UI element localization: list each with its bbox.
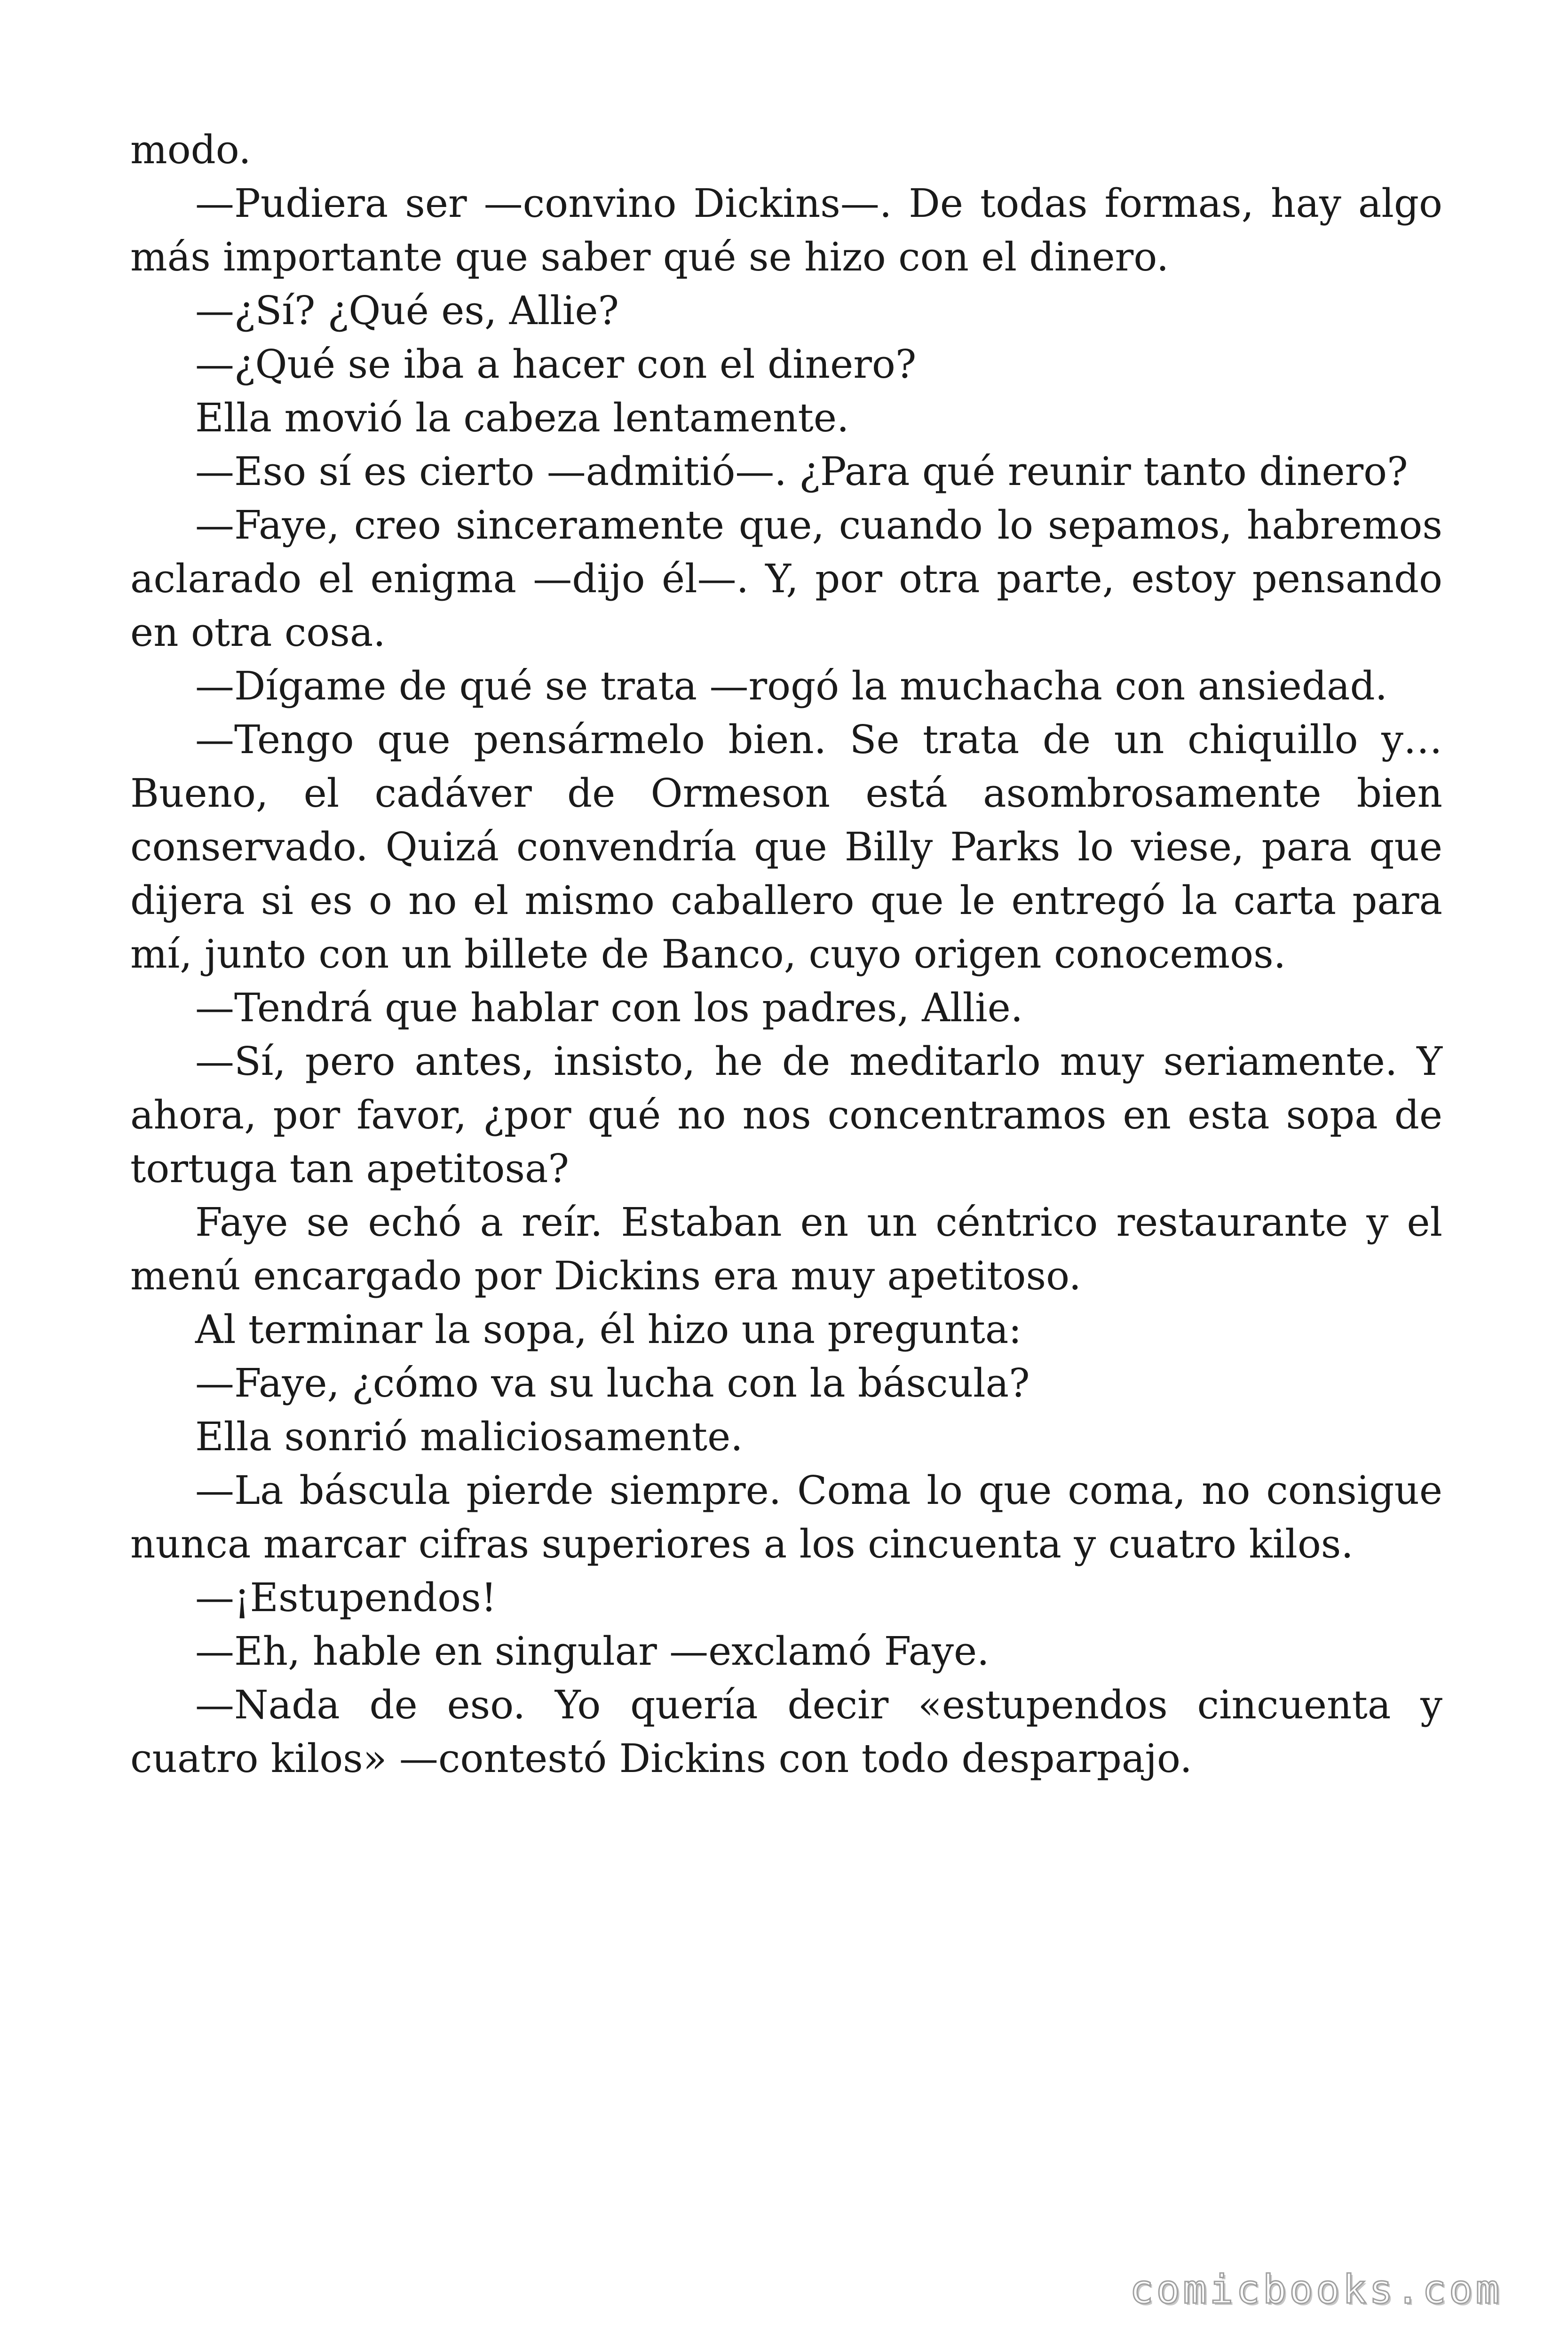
paragraph: —¡Estupendos! — [195, 1575, 497, 1621]
paragraph: —¿Sí? ¿Qué es, Allie? — [195, 288, 619, 334]
paragraph: Faye se echó a reír. Estaban en un céntrico restaurante y el menú encargado por Dickins era muy apetitoso. — [130, 1200, 1442, 1299]
paragraph: —Tendrá que hablar con los padres, Allie. — [195, 985, 1023, 1031]
paragraph: —Tengo que pensármelo bien. Se trata de un chiquillo y… Bueno, el cadáver de Ormeson está asombrosamente bien conservado. Quizá convendría que Billy Parks lo viese, para que dijera si es o no el mismo caballero que le entregó la carta para mí, junto con un billete de Banco, cuyo origen conocemos. — [130, 717, 1442, 977]
paragraph: —Eso sí es cierto —admitió—. ¿Para qué reunir tanto dinero? — [195, 449, 1408, 494]
paragraph: —Eh, hable en singular —exclamó Faye. — [195, 1629, 990, 1674]
paragraph: —¿Qué se iba a hacer con el dinero? — [195, 342, 917, 387]
paragraph: Al terminar la sopa, él hizo una pregunta: — [195, 1307, 1022, 1352]
paragraph: —Faye, ¿cómo va su lucha con la báscula? — [195, 1360, 1030, 1406]
paragraph: —Sí, pero antes, insisto, he de meditarlo muy seriamente. Y ahora, por favor, ¿por qué no nos concentramos en esta sopa de tortuga tan apetitosa? — [130, 1039, 1442, 1192]
paragraph: —Faye, creo sinceramente que, cuando lo sepamos, habremos aclarado el enigma —dijo él—. Y, por otra parte, estoy pensando en otra cosa. — [130, 502, 1442, 655]
paragraph: Ella sonrió maliciosamente. — [195, 1414, 743, 1460]
watermark: comicbooks.com — [1129, 2266, 1502, 2312]
paragraph: —Dígame de qué se trata —rogó la muchacha con ansiedad. — [195, 663, 1388, 709]
paragraph: —Nada de eso. Yo quería decir «estupendos cincuenta y cuatro kilos» —contestó Dickins con todo desparpajo. — [130, 1682, 1442, 1781]
paragraph: —Pudiera ser —convino Dickins—. De todas formas, hay algo más importante que saber qué se hizo con el dinero. — [130, 181, 1442, 280]
paragraph: Ella movió la cabeza lentamente. — [195, 395, 849, 441]
paragraph: —La báscula pierde siempre. Coma lo que coma, no consigue nunca marcar cifras superiores a los cincuenta y cuatro kilos. — [130, 1468, 1442, 1567]
paragraph: modo. — [130, 127, 251, 173]
body-text — [130, 123, 1442, 1786]
